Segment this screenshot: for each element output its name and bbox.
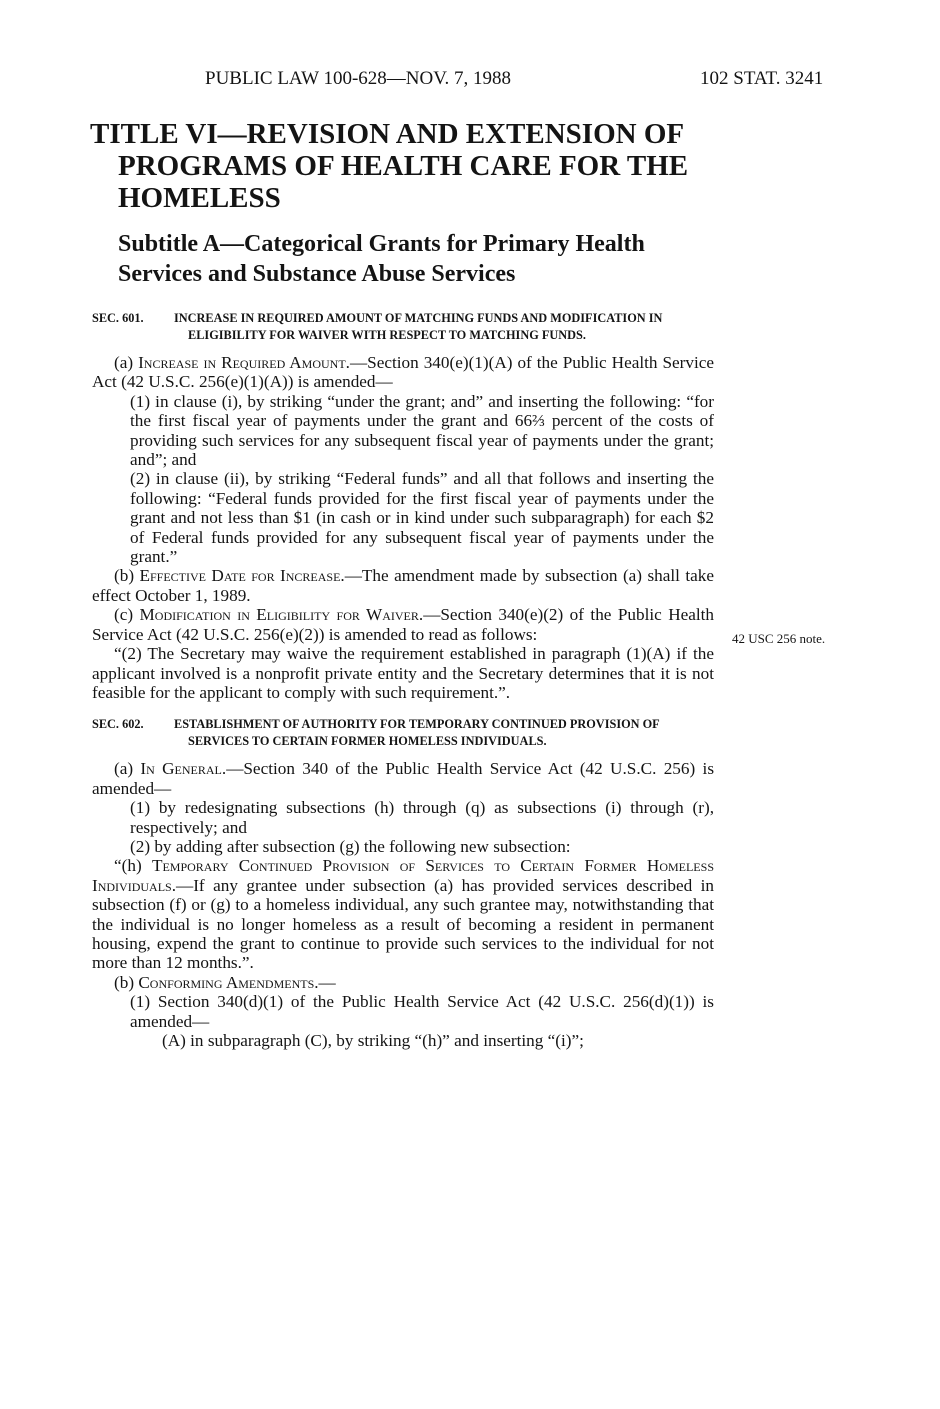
section-602-heading [92,716,714,750]
section-602-heading-text: ESTABLISHMENT OF AUTHORITY FOR TEMPORARY CONTINUED PROVISION OF SERVICES TO CERTAIN FORMER HOMELESS INDIVIDUALS. [174,717,660,749]
section-601-paragraph-2: (2) in clause (ii), by striking “Federal funds” and all that follows and inserting the following: “Federal funds provided for the first fiscal year of payments under the grant and not less than $1 (in cash or in kind under such subparagraph) for each $2 of Federal funds provided for any subsequent fiscal year of payments under the grant.” [130,469,714,567]
section-602-conforming-paragraph-1: (1) Section 340(d)(1) of the Public Health Service Act (42 U.S.C. 256(d)(1)) is amended— [130,992,714,1031]
subsection-label: (b) [114,972,139,992]
section-601-subsection-b [92,566,714,605]
section-601-number: SEC. 601. [92,311,144,325]
section-601-heading-text: INCREASE IN REQUIRED AMOUNT OF MATCHING FUNDS AND MODIFICATION IN ELIGIBILITY FOR WAIVER WITH RESPECT TO MATCHING FUNDS. [174,311,663,342]
subsection-text: —The amendment made by subsection (a) shall take effect October 1, 1989. [92,566,714,605]
subsection-text: —Section 340(e)(2) of the Public Health Service Act (42 U.S.C. 256(e)(2)) is amended to read as follows: [92,605,715,644]
section-601-subsection-a [92,353,714,392]
subsection-label: (b) [114,566,140,586]
section-602-number: SEC. 602. [92,717,144,732]
section-601-subsection-c [92,605,714,644]
margin-note: 42 USC 256 note. [732,631,826,646]
section-601-paragraph-1: (1) in clause (i), by striking “under the grant; and” and inserting the following: “for the first fiscal year of payments under the grant and 66⅔ percent of the costs of providing such services for any subsequent fiscal year of payments under the grant; and”; and [130,391,714,470]
subsection-caption: Modification in Eligibility for Waiver. [139,605,424,625]
subtitle-heading [118,229,718,289]
subsection-label: (a) [114,353,139,372]
section-602-new-subsection-h [92,856,714,972]
subsection-caption: Increase in Required Amount. [138,353,350,372]
section-spacer [92,702,714,716]
subsection-label: (c) [114,605,140,625]
title-text: TITLE VI—REVISION AND EXTENSION OF PROGRAMS OF HEALTH CARE FOR THE HOMELESS [90,118,689,214]
section-601-quoted-paragraph: “(2) The Secretary may waive the requirement established in paragraph (1)(A) if the applicant involved is a nonprofit private entity and the Secretary determines that it is not feasible for the applicant to comply with such requirement.”. [92,644,714,702]
section-601-heading [92,310,714,344]
title-heading [90,118,720,214]
subsection-caption: Temporary Continued Provision of Services to Certain Former Homeless Individuals. [92,856,714,895]
running-head [0,68,940,92]
subsection-text: — [318,972,336,992]
subsection-label: “(h) [114,856,152,876]
public-law-citation: PUBLIC LAW 100-628—NOV. 7, 1988 [205,68,512,89]
subsection-text: —Section 340 of the Public Health Service Act (42 U.S.C. 256) is amended— [92,759,715,798]
subsection-caption: Conforming Amendments. [138,972,319,992]
section-602-conforming-subparagraph-a: (A) in subparagraph (C), by striking “(h)” and inserting “(i)”; [162,1031,584,1050]
section-602-paragraph-2: (2) by adding after subsection (g) the following new subsection: [130,836,571,856]
subsection-caption: Effective Date for Increase. [139,566,345,586]
section-602-paragraph-1: (1) by redesignating subsections (h) through (q) as subsections (i) through (r), respectively; and [130,798,714,837]
subsection-caption: In General. [140,759,227,779]
statute-body [92,310,714,1050]
subtitle-text: Subtitle A—Categorical Grants for Primary Health Services and Substance Abuse Services [118,231,645,287]
subsection-label: (a) [114,759,141,779]
section-602-subsection-b [92,973,714,992]
section-602-subsection-a [92,759,714,798]
subsection-text: —If any grantee under subsection (a) has provided services described in subsection (f) or (g) to a homeless individual, any such grantee may, notwithstanding that the individual is no longer homeless as a result of becoming a resident in permanent housing, expend the grant to continue to provide such services to the individual for not more than 12 months.”. [92,875,714,973]
statute-page-number: 102 STAT. 3241 [700,68,824,89]
subsection-text: —Section 340(e)(1)(A) of the Public Health Service Act (42 U.S.C. 256(e)(1)(A)) is amended— [92,353,714,392]
